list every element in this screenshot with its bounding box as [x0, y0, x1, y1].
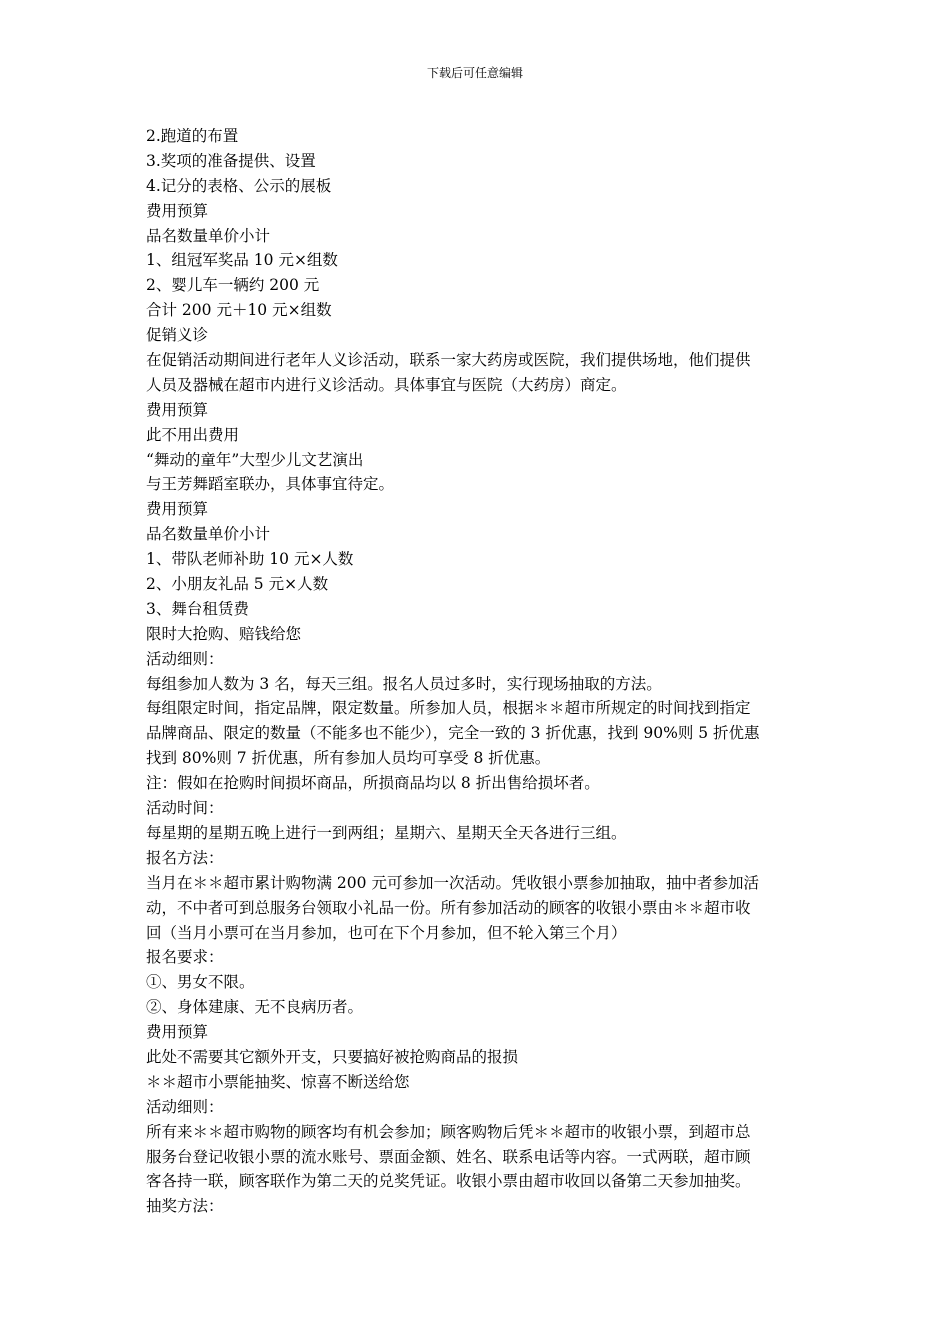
text-line: 3、舞台租赁费 [146, 599, 249, 618]
text-line: 人员及器械在超市内进行义诊活动。具体事宜与医院（大药房）商定。 [146, 375, 627, 394]
text-line: 找到 80%则 7 折优惠，所有参加人员均可享受 8 折优惠。 [146, 749, 551, 768]
text-line: 2、小朋友礼品 5 元×人数 [146, 575, 329, 594]
text-line: 回（当月小票可在当月参加，也可在下个月参加，但不轮入第三个月） [146, 923, 627, 942]
text-line: 4.记分的表格、公示的展板 [146, 176, 332, 195]
text-line: 此不用出费用 [146, 425, 240, 444]
text-line: 每组限定时间，指定品牌，限定数量。所参加人员，根据＊＊超市所规定的时间找到指定 [146, 699, 751, 718]
text-line: ①、男女不限。 [146, 973, 255, 992]
text-line: 3.奖项的准备提供、设置 [146, 151, 316, 170]
text-line: ②、身体建康、无不良病历者。 [146, 998, 364, 1017]
text-line: 1、带队老师补助 10 元×人数 [146, 550, 354, 569]
text-line: 促销义诊 [146, 326, 209, 345]
text-line: 在促销活动期间进行老年人义诊活动，联系一家大药房或医院，我们提供场地，他们提供 [146, 351, 751, 370]
text-line: 品名数量单价小计 [146, 525, 271, 544]
text-line: 报名要求： [146, 948, 224, 967]
text-line: 当月在＊＊超市累计购物满 200 元可参加一次活动。凭收银小票参加抽取，抽中者参加活 [146, 873, 759, 892]
text-line: 活动细则： [146, 649, 224, 668]
text-line: 2.跑道的布置 [146, 127, 239, 145]
text-line: 此处不需要其它额外开支，只要搞好被抢购商品的报损 [146, 1047, 519, 1066]
text-line: 费用预算 [146, 1023, 209, 1042]
text-line: 每星期的星期五晚上进行一到两组；星期六、星期天全天各进行三组。 [146, 823, 627, 842]
text-line: 服务台登记收银小票的流水账号、票面金额、姓名、联系电话等内容。一式两联，超市顾 [146, 1147, 751, 1166]
text-line: 注：假如在抢购时间损坏商品，所损商品均以 8 折出售给损坏者。 [146, 774, 600, 793]
text-line: 费用预算 [146, 500, 209, 519]
text-line: 活动时间： [146, 799, 224, 818]
text-line: 每组参加人数为 3 名，每天三组。报名人员过多时，实行现场抽取的方法。 [146, 674, 662, 693]
text-line: 品牌商品、限定的数量（不能多也不能少），完全一致的 3 折优惠，找到 90%则 5 折优惠 [146, 724, 760, 743]
text-line: ＊＊超市小票能抽奖、惊喜不断送给您 [146, 1072, 410, 1091]
text-line: 品名数量单价小计 [146, 226, 271, 245]
text-line: 2、婴儿车一辆约 200 元 [146, 276, 320, 295]
text-line: “舞动的童年”大型少儿文艺演出 [146, 450, 364, 469]
text-line: 客各持一联，顾客联作为第二天的兑奖凭证。收银小票由超市收回以备第二天参加抽奖。 [146, 1172, 751, 1191]
text-line: 动，不中者可到总服务台领取小礼品一份。所有参加活动的顾客的收银小票由＊＊超市收 [146, 898, 751, 917]
text-line: 费用预算 [146, 201, 209, 220]
page-header: 下载后可任意编辑 [426, 66, 523, 80]
text-line: 所有来＊＊超市购物的顾客均有机会参加；顾客购物后凭＊＊超市的收银小票，到超市总 [146, 1122, 751, 1141]
text-line: 限时大抢购、赔钱给您 [146, 624, 302, 643]
text-line: 费用预算 [146, 400, 209, 419]
document-body [146, 124, 810, 1219]
text-line: 报名方法： [146, 848, 224, 867]
text-line: 活动细则： [146, 1097, 224, 1116]
text-line: 合计 200 元＋10 元×组数 [146, 301, 332, 320]
text-line: 1、组冠军奖品 10 元×组数 [146, 251, 338, 270]
text-line: 抽奖方法： [146, 1197, 224, 1216]
text-line: 与王芳舞蹈室联办，具体事宜待定。 [146, 475, 395, 494]
